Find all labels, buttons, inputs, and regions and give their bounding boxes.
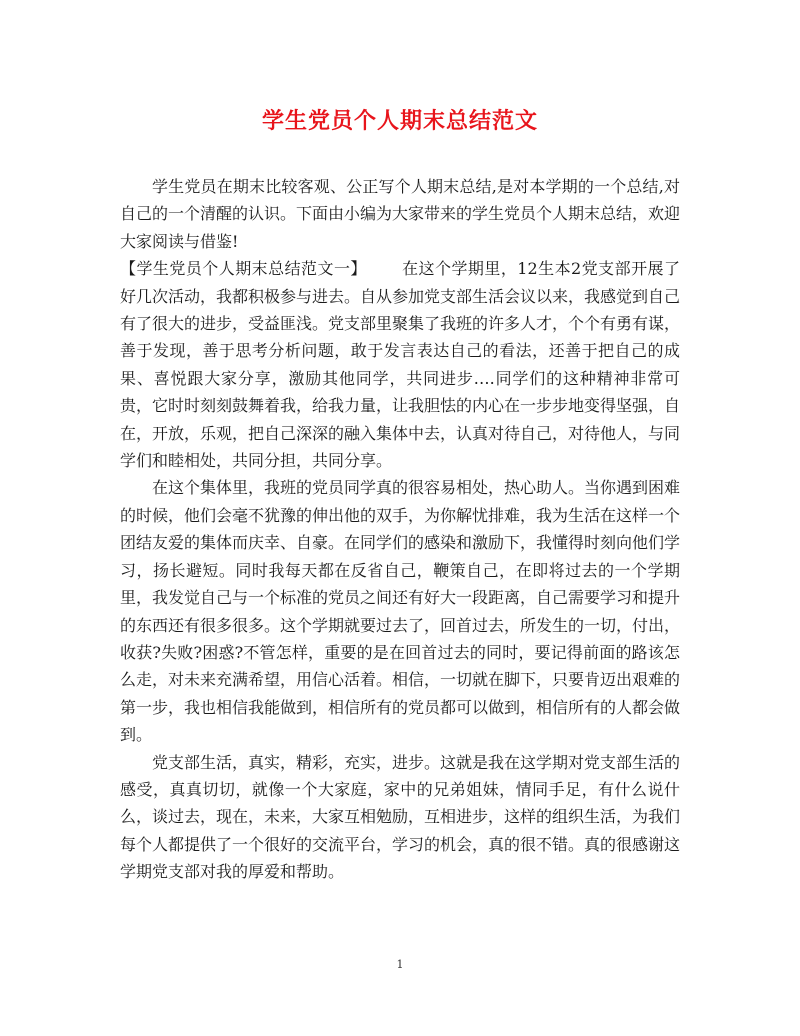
page-number: 1: [396, 958, 404, 971]
paragraph-3: 党支部生活，真实，精彩，充实，进步。这就是我在这学期对党支部生活的感受，真真切切，就像一个大家庭，家中的兄弟姐妹，情同手足，有什么说什么，谈过去，现在，未来，大家互相勉励，互相进步，这样的组织生活，为我们每个人都提供了一个很好的交流平台，学习的机会，真的很不错。真的很感谢这学期党支部对我的厚爱和帮助。: [120, 752, 681, 882]
paragraph-2: 在这个集体里，我班的党员同学真的很容易相处，热心助人。当你遇到困难的时候，他们会毫不犹豫的伸出他的双手，为你解忧排难，我为生活在这样一个团结友爱的集体而庆幸、自豪。在同学们的感染和激励下，我懂得时刻向他们学习，扬长避短。同时我每天都在反省自己，鞭策自己，在即将过去的一个学期里，我发觉自己与一个标准的党员之间还有好大一段距离，自己需要学习和提升的东西还有很多很多。这个学期就要过去了，回首过去，所发生的一切，付出，收获?失败?困惑?不管怎样，重要的是在回首过去的同时，要记得前面的路该怎么走，对未来充满希望，用信心活着。相信，一切就在脚下，只要肯迈出艰难的第一步，我也相信我能做到，相信所有的党员都可以做到，相信所有的人都会做到。: [120, 478, 681, 745]
intro-paragraph: 学生党员在期末比较客观、公正写个人期末总结,是对本学期的一个总结,对自己的一个清醒的认识。下面由小编为大家带来的学生党员个人期末总结，欢迎大家阅读与借鉴!: [120, 177, 681, 251]
document-title: 学生党员个人期末总结范文: [261, 108, 538, 134]
paragraph-1: 在这个学期里，12生本2党支部开展了好几次活动，我都积极参与进去。自从参加党支部生活会议以来，我感觉到自己有了很大的进步，受益匪浅。党支部里聚集了我班的许多人才，个个有勇有谋，善于发现，善于思考分析问题，敢于发言表达自己的看法，还善于把自己的成果、喜悦跟大家分享，激励其他同学，共同进步….同学们的这种精神非常可贵，它时时刻刻鼓舞着我，给我力量，让我胆怯的内心在一步步地变得坚强，自在，开放，乐观，把自己深深的融入集体中去，认真对待自己，对待他人，与同学们和睦相处，共同分担，共同分享。: [120, 259, 681, 471]
section-heading: 【学生党员个人期末总结范文一】: [120, 259, 367, 279]
section-one-paragraph: [120, 255, 680, 474]
document-body: [120, 173, 680, 886]
